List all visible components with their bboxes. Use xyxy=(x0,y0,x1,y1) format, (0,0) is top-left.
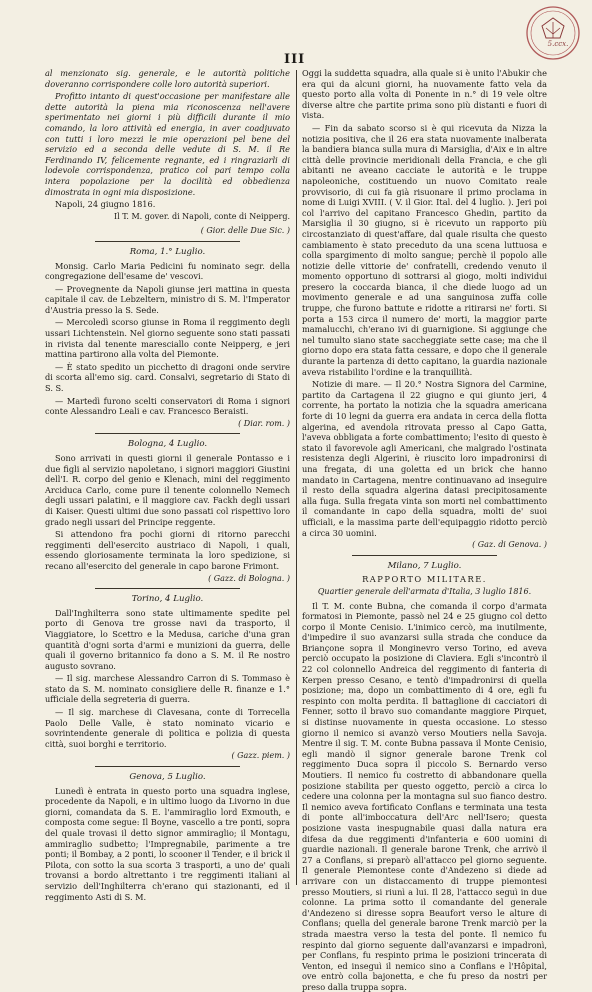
library-stamp-icon xyxy=(524,4,582,62)
left-column xyxy=(45,68,290,890)
dateline: Napoli, 24 giugno 1816. xyxy=(45,199,290,210)
right-column xyxy=(302,68,547,890)
column-divider xyxy=(296,70,297,885)
city-header-milano: Milano, 7 Luglio. xyxy=(302,561,547,572)
report-heading: RAPPORTO MILITARE. xyxy=(302,574,547,585)
source-citation: ( Gaz. di Genova. ) xyxy=(302,540,547,551)
source-citation: ( Diar. rom. ) xyxy=(45,419,290,430)
paragraph: Notizie di mare. — Il 20.° Nostra Signora del Carmine, partito da Cartagena il 22 giugno e qui giunto jeri, 4 corrente, ha portato la notizia che la squadra americana forte di 10 legni da guerra era andata in cerca della flotta algerina, ed avendola ritrovata presso al Capo Gatta, l'aveva obbligata a forte combattimento; l'esito di questo è stato il favorevole agli Americani, che malgrado l'ostinata resistenza degli Algerini, è riuscito loro impadronirsi di una fregata, di una goletta ed un brick che hanno mandato in Cartagena, mentre continuavano ad inseguire il resto della squadra algerina datasi precipitosamente alla fuga. Sulla fregata vinta son morti nel combattimento il comandante in capo della squadra, molti de' suoi ufficiali, e la massima parte dell'equipaggio ridotto perciò a circa 30 uomini. xyxy=(302,379,547,538)
stamp-label: 5.ccx. xyxy=(540,40,576,48)
section-rule xyxy=(352,555,497,556)
source-citation: ( Gazz. di Bologna. ) xyxy=(45,574,290,585)
paragraph: Oggi la suddetta squadra, alla quale si è unito l'Abukir che era qui da alcuni giorni, ha nuovamente fatto vela da questo porto alla volta di Ponente in n.° di 19 vele oltre diverse altre che partite prima sono più distanti e fuori di vista. xyxy=(302,68,547,121)
page-number: III xyxy=(284,52,305,67)
paragraph: Sono arrivati in questi giorni il generale Pontasso e i due figli al servizio napoletano, i signori maggiori Giustini dell'I. R. corpo del genio e Klenach, mini del reggimento Arciduca Carlo, come pure il tenente colonnello Nemech degli ussari palatini, e il maggiore cav. Fackh degli ussari di Kaiser. Questi ultimi due sono passati col rispettivo loro grado negli ussari del Principe reggente. xyxy=(45,453,290,527)
paragraph: Si attendono fra pochi giorni di ritorno parecchi reggimenti dell'esercito austriaco di Napoli, i quali, essendo gloriosamente terminata la loro spedizione, si recano all'esercito del generale in capo barone Frimont. xyxy=(45,529,290,571)
paragraph: — Provegnente da Napoli giunse jeri mattina in questa capitale il cav. de Lebzeltern, ministro di S. M. l'Imperator d'Austria presso la S. Sede. xyxy=(45,284,290,316)
paragraph: — Il sig. marchese di Clavesana, conte di Torrecella Paolo Delle Valle, è stato nominato vicario e sovrintendente generale di politica e polizia di questa città, suoi borghi e territorio. xyxy=(45,707,290,749)
city-header-genova: Genova, 5 Luglio. xyxy=(45,772,290,783)
paragraph: Profitto intanto di quest'occasione per manifestare alle dette autorità la piena mia riconoscenza nell'avere sperimentato nei giorni i più difficili durante il mio comando, la loro attività ed energia, in aver coadjuvato con tutti i loro mezzi le mie operazioni pel bene del servizio ed a seconda delle vedute di S. M. il Re Ferdinando IV, felicemente regnante, ed i ringraziarli di lodevole corrispondenza, pratico col pari tempo colla intera popolazione per la docilità ed obbedienza dimostrata in ogni mia disposizione. xyxy=(45,91,290,197)
paragraph: — È stato spedito un picchetto di dragoni onde servire di scorta all'emo sig. card. Consalvi, segretario di Stato di S. S. xyxy=(45,362,290,394)
paragraph: Lunedì è entrata in questo porto una squadra inglese, procedente da Napoli, e in ultimo luogo da Livorno in due giorni, comandata da S. E. l'ammiraglio lord Exmouth, e composta come segue: Il Boyne, vascello a tre ponti, sopra del quale trovasi il detto signor ammiraglio; il Montagu, ammiraglio sudbetto; l'Impregnabile, parimente a tre ponti; il Bombay, a 2 ponti, lo scooner il Tender, e il brick il Pilota, con sotto la sua scorta 3 trasporti, a uno de' quali trovansi a bordo altrettanto i tre reggimenti italiani al servizio dell'Inghilterra ch'erano qui stazionanti, ed il reggimento Asti di S. M. xyxy=(45,786,290,903)
signature: Il T. M. gover. di Napoli, conte di Neipperg. xyxy=(45,212,290,223)
paragraph: — Martedì furono scelti conservatori di Roma i signori conte Alessandro Leali e cav. Francesco Beraisti. xyxy=(45,396,290,417)
section-rule xyxy=(95,766,240,767)
section-rule xyxy=(95,588,240,589)
paragraph: Monsig. Carlo Maria Pedicini fu nominato segr. della congregazione dell'esame de' vescovi. xyxy=(45,261,290,282)
paragraph: Il T. M. conte Bubna, che comanda il corpo d'armata formatosi in Piemonte, passò nel 24 e 25 giugno col detto corpo il Monte Cenisio. L'inimico cercò, ma inutilmente, d'impedire il suo avanzarsi sulla strada che conduce da Briançone sopra il Monginevro verso Torino, ed aveva perciò occupato la posizione di Claviera. Egli s'incontrò il 22 col colonnello Andreica del reggimento di fanteria di Kerpen presso Cesano, e tentò d'impadronirsi di quella posizione; ma, dopo un combattimento di 4 ore, egli fu respinto con molta perdita. Il battaglione di cacciatori di Fenner, sotto il bravo suo comandante maggiore Pirquet, si distinse nuovamente in questa occasione. Lo stesso giorno il nemico si avanzò verso Moutiers nella Savoja. Mentre il sig. T. M. conte Bubna passava il Monte Cenisio, egli mandò il signor generale barone Trenk col reggimento Duca sopra il piccolo S. Bernardo verso Moutiers. Il nemico fu costretto di abbandonare quella posizione stabilita per questo oggetto, perciò a circa lo cedere una colonna per la montagna sul suo fianco destro. Il nemico aveva fortificato Conflans e terminata una testa di ponte all'imboccatura dell'Arc nell'Isero; questa posizione vasta inespugnabile quasi dalla natura era difesa da due reggimenti d'infanteria e 600 uomini di guardie nazionali. Il generale barone Trenk, che arrivò il 27 a Conflans, si preparò all'attacco pel giorno seguente. Il generale Piemontese conte d'Andezeno si diede ad arrivare con un distaccamento di truppe piemontesi presso Moutiers, si riunì a lui. Il 28, l'attacco seguì in due colonne. La prima sotto il comandante del generale d'Andezeno si diresse sopra Beaufort verso le alture di Conflans; quella del generale barone Trenk marciò per la strada maestra verso la testa del ponte. Il nemico fu respinto dal giorno seguente dall'avanzarsi e impadronì, per Conflans, fu respinto prima le posizioni trincerata di Venton, ed inseguì il nemico sino a Conflans e l'Hôpital, ove entrò colla bajonetta, e che fu preso da nostri per preso dalla truppa sopra. xyxy=(302,601,547,992)
source-citation: ( Gazz. piem. ) xyxy=(45,751,290,762)
source-citation: ( Gior. delle Due Sic. ) xyxy=(45,226,290,237)
section-rule xyxy=(95,433,240,434)
paragraph: — Mercoledì scorso giunse in Roma il reggimento degli ussari Lichtenstein. Nel giorno seguente sono stati passati in rivista dal tenente maresciallo conte Neipperg, e jeri mattina partirono alla volta del Piemonte. xyxy=(45,317,290,359)
section-rule xyxy=(95,241,240,242)
paragraph: Dall'Inghilterra sono state ultimamente spedite pel porto di Genova tre grosse navi da trasporto, il Viaggiatore, lo Scettro e la Medusa, cariche d'una gran quantità d'ogni sorta d'armi e munizioni da guerra, delle quali il governo britannico fa dono a S. M. il Re nostro augusto sovrano. xyxy=(45,608,290,672)
paragraph: al menzionato sig. generale, e le autorità politiche doveranno corrispondere colle loro autorità superiori. xyxy=(45,68,290,89)
paragraph: — Fin da sabato scorso si è qui ricevuta da Nizza la notizia positiva, che il 26 era stata nuovamente inalberata la bandiera bianca sulla mura di Marsiglia, d'Aix e in altre città delle provincie meridionali della Francia, e che gli abitanti ne aveano cacciate le autorità e le truppe napoleoniche, costituendo un nuovo Comitato reale provvisorio, di cui fa già risuonare il primo proclama in nome di Luigi XVIII. ( V. il Gior. Ital. del 4 luglio. ). Jeri poi col l'arrivo del capitano Francesco Ghedin, partito da Marsiglia il 30 giugno, si è ricevuto un rapporto più circostanziato di quest'affare, dal quale risulta che questo cambiamento è stato preceduto da una scena luttuosa e colla spargimento di molto sangue; perchè il popolo alle notizie delle vittorie de' confratelli, credendo venuto il momento opportuno di sottrarsi al giogo, molti individui presero la coccarda bianca, il che diede luogo ad un movimento generale e ad una sanguinosa zuffa colle truppe, che furono battute e ridotte a ritirarsi ne' forti. Si porta a 153 circa il numero de' morti, la maggior parte mamalucchi, ch'erano ivi di guarnigione. Si aggiunge che nel tumulto siano state saccheggiate sette case; ma che il giorno dopo era stata fatta cessare, e dopo che il generale durante la partenza di detto capitano, la guardia nazionale aveva ristabilito l'ordine e la tranquillità. xyxy=(302,123,547,377)
city-header-bologna: Bologna, 4 Luglio. xyxy=(45,439,290,450)
paragraph: — Il sig. marchese Alessandro Carron di S. Tommaso è stato da S. M. nominato consigliere delle R. finanze e 1.° ufficiale della segreteria di guerra. xyxy=(45,673,290,705)
city-header-roma: Roma, 1.° Luglio. xyxy=(45,247,290,258)
city-header-torino: Torino, 4 Luglio. xyxy=(45,594,290,605)
report-subheading: Quartier generale dell'armata d'Italia, 3 luglio 1816. xyxy=(302,587,547,598)
